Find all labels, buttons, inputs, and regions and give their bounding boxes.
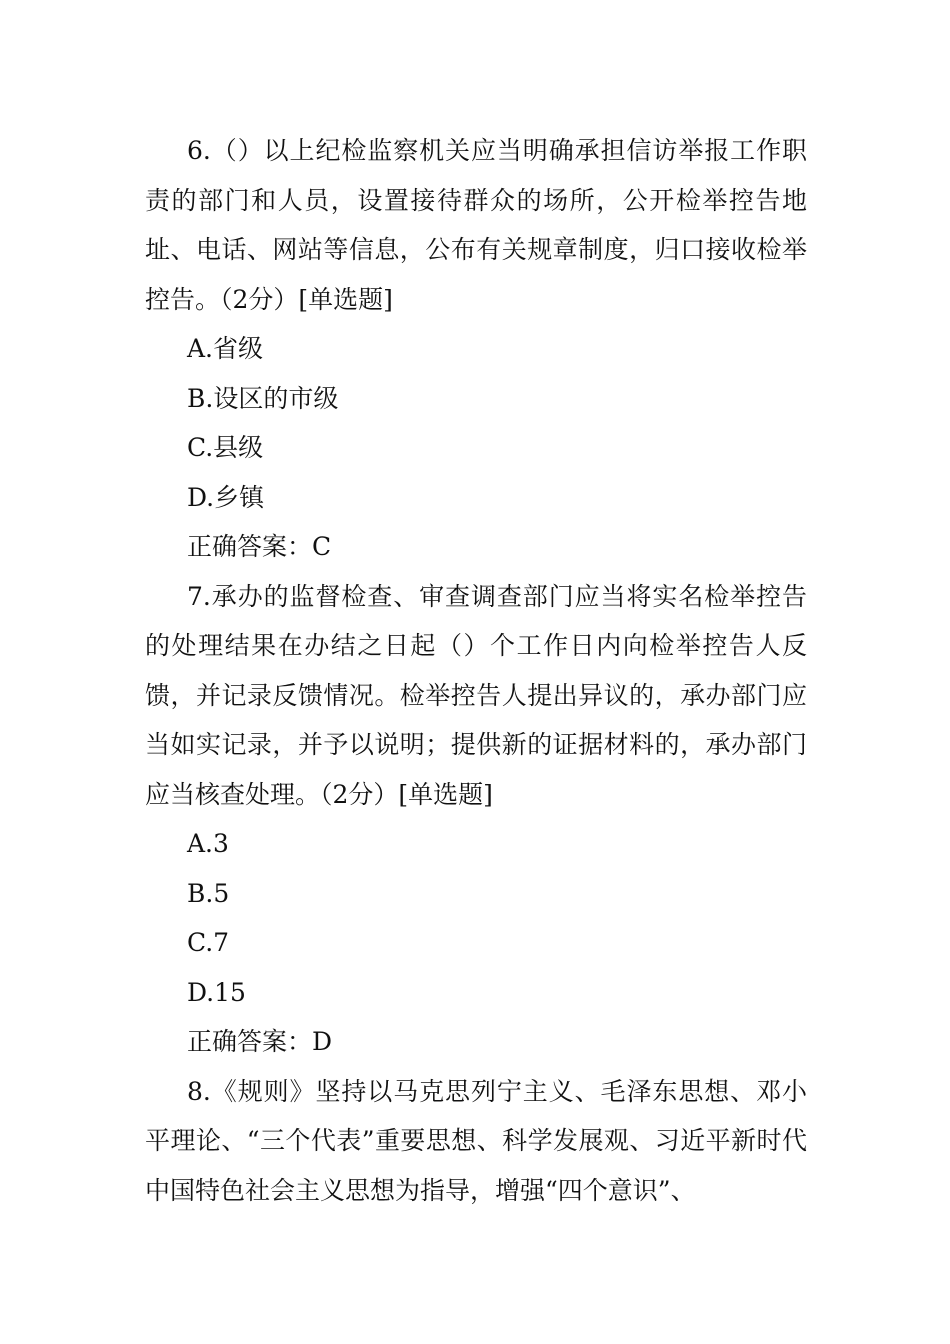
question-6-option-c: C.县级 — [187, 433, 264, 462]
question-7-option-c: C.7 — [187, 928, 230, 957]
question-6-stem: 6.（）以上纪检监察机关应当明确承担信访举报工作职责的部门和人员，设置接待群众的场所，公开检举控告地址、电话、网站等信息，公布有关规章制度，归口接收检举控告。（2分）[单选题] — [145, 136, 807, 314]
question-6-option-d: D.乡镇 — [187, 482, 265, 512]
question-7-answer: 正确答案：D — [187, 1027, 333, 1056]
question-7-option-d: D.15 — [187, 977, 246, 1007]
document-body — [145, 126, 807, 1215]
question-8-stem: 8.《规则》坚持以马克思列宁主义、毛泽东思想、邓小平理论、“三个代表”重要思想、科学发展观、习近平新时代中国特色社会主义思想为指导，增强“四个意识”、 — [145, 1076, 807, 1205]
question-6-answer: 正确答案：C — [187, 532, 332, 561]
question-7-stem: 7.承办的监督检查、审查调查部门应当将实名检举控告的处理结果在办结之日起（）个工作日内向检举控告人反馈，并记录反馈情况。检举控告人提出异议的，承办部门应当如实记录，并予以说明；提供新的证据材料的，承办部门应当核查处理。（2分）[单选题] — [145, 581, 807, 809]
question-7-option-a: A.3 — [187, 829, 229, 858]
question-6-option-a: A.省级 — [187, 334, 264, 363]
question-7-option-b: B.5 — [187, 878, 230, 908]
question-6-option-b: B.设区的市级 — [187, 383, 339, 413]
